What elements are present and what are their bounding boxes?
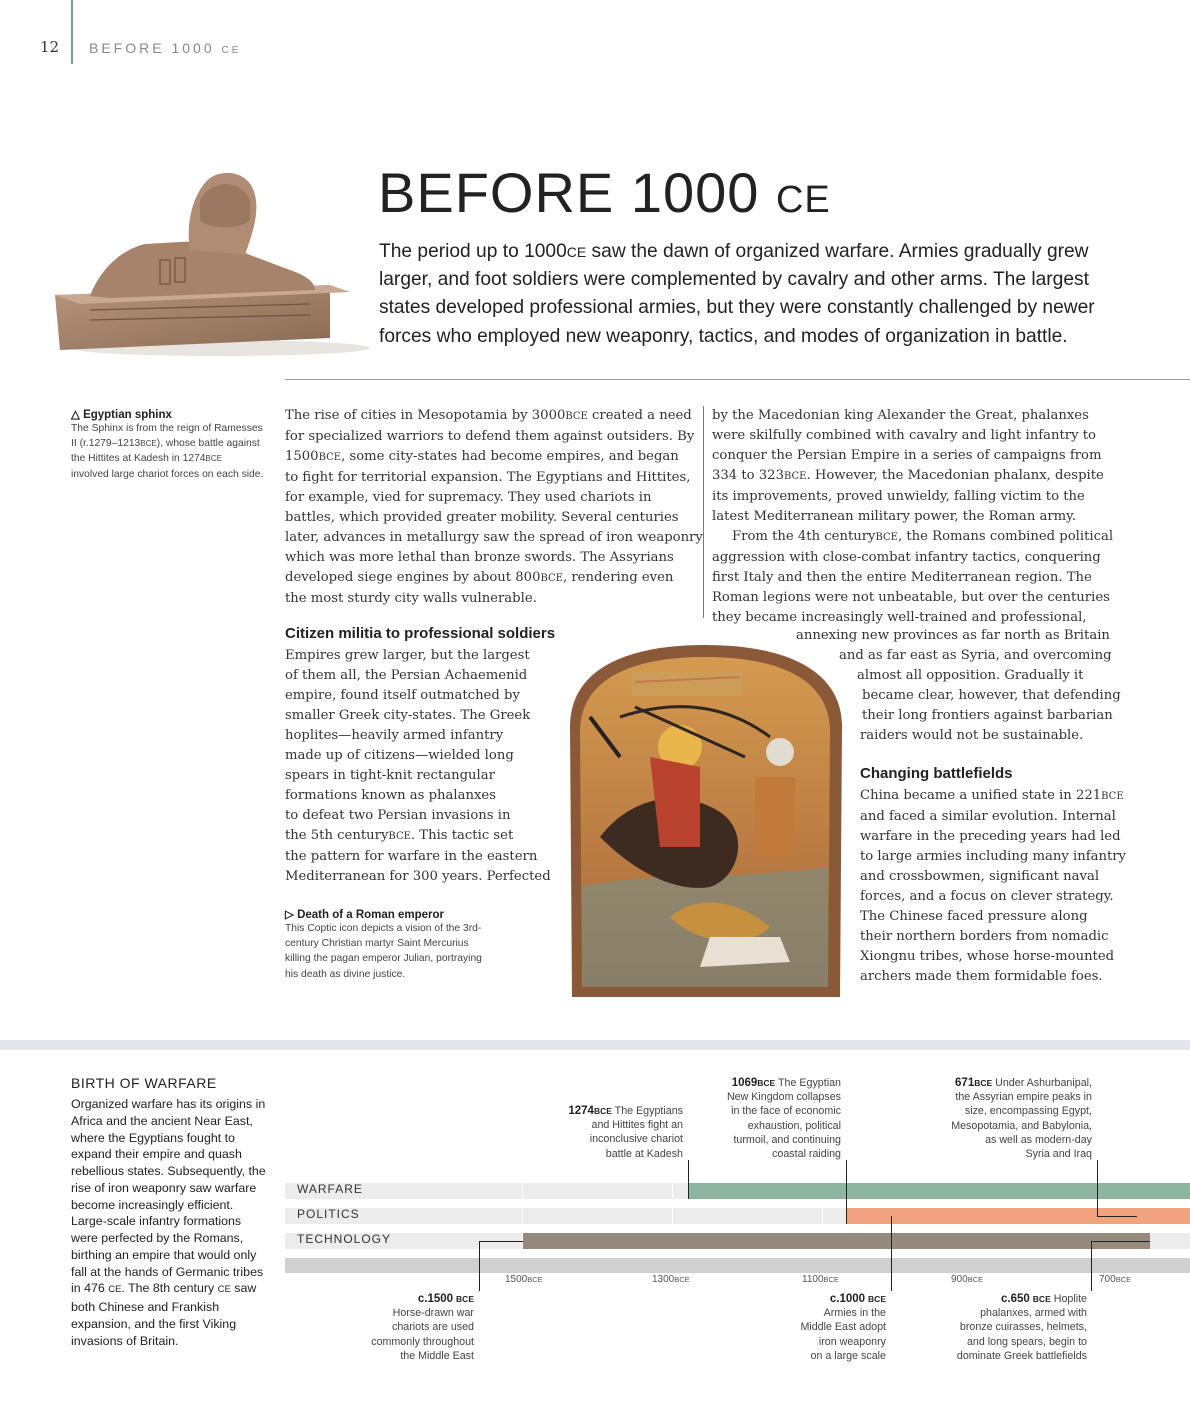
lane-label-politics: POLITICS bbox=[297, 1207, 360, 1221]
tick-label: 900BCE bbox=[951, 1274, 984, 1285]
leader-line-1500-h bbox=[479, 1241, 523, 1242]
tick-label: 700BCE bbox=[1099, 1274, 1132, 1285]
leader-line-1274 bbox=[688, 1160, 689, 1199]
timeline-axis bbox=[285, 1258, 1190, 1273]
event-1500-bce: c.1500 BCE Horse-drawn war chariots are used commonly throughout the Middle East bbox=[371, 1293, 474, 1362]
leader-line-1500 bbox=[479, 1241, 480, 1291]
intro-paragraph: The period up to 1000CE saw the dawn of organized warfare. Armies gradually grew larger, and foot soldiers were complemented by cavalry and other arms. The largest states developed professional armies, but they were constantly challenged by newer forces who employed new weaponry, tactics, and modes of organization in battle. bbox=[379, 241, 1095, 347]
running-head: BEFORE 1000 CE bbox=[89, 40, 242, 56]
body-col2-para3: China became a unified state in 221BCE and faced a similar evolution. Internal warfare in the preceding years had led to large armies including many infantry and crossbowmen, significant naval forces, and a focus on clever strategy. The Chinese faced pressure along their northern borders from nomadic Xiongnu tribes, whose horse-mounted archers made them formidable foes. bbox=[860, 788, 1127, 984]
tick-label: 1500BCE bbox=[505, 1274, 543, 1285]
body-col1-para2: Empires grew larger, but the largest of them all, the Persian Achaemenid empire, found itself outmatched by smaller Greek city-states. The Greek hoplites—heavily armed infantry made up of citizens—wielded long spears in tight-knit rectangular formations known as phalanxes to defeat two Persian invasions in the 5th centuryBCE. This tactic set the pattern for warfare in the eastern Mediterranean for 300 years. Perfected bbox=[285, 648, 551, 884]
tick-label: 1300BCE bbox=[652, 1274, 690, 1285]
event-1000-bce: c.1000 BCE Armies in the Middle East adopt iron weaponry on a large scale bbox=[800, 1293, 886, 1362]
bar-warfare bbox=[688, 1183, 1190, 1199]
leader-line-1000 bbox=[891, 1216, 892, 1291]
event-1069-bce: 1069BCE The Egyptian New Kingdom collapses in the face of economic exhaustion, political turmoil, and continuing coastal raiding bbox=[726, 1077, 841, 1161]
leader-line-671-h bbox=[1097, 1216, 1137, 1217]
body-col2-para: by the Macedonian king Alexander the Great, phalanxes were skilfully combined with cavalry and light infantry to conquer the Persian Empire in a series of campaigns from 334 to 323BCE. However, the Macedonian phalanx, despite its improvements, proved unwieldy, falling victim to the latest Mediterranean military power, the Roman army. From the 4th centuryBCE, the Romans combined political aggression with close-combat infantry tactics, conquering first Italy and then the entire Mediterranean region. The Roman legions were not unbeatable, but over the centuries they became increasingly well-trained and professional, bbox=[712, 408, 1114, 625]
event-650-bce: c.650 BCE Hoplite phalanxes, armed with bronze cuirasses, helmets, and long spears, begin to dominate Greek battlefields bbox=[956, 1293, 1087, 1362]
body-col2-wrap: annexing new provinces as far north as Britain and as far east as Syria, and overcoming almost all opposition. Gradually it became clear, however, that defending their long frontiers against barbarian raiders would not be sustainable. bbox=[796, 628, 1121, 743]
coptic-icon-image bbox=[560, 637, 850, 1003]
leader-line-650 bbox=[1091, 1241, 1092, 1291]
lane-label-warfare: WARFARE bbox=[297, 1182, 363, 1196]
bar-technology bbox=[523, 1233, 1150, 1249]
timeline-heading: BIRTH OF WARFARE bbox=[71, 1075, 217, 1091]
lane-label-technology: TECHNOLOGY bbox=[297, 1232, 392, 1246]
event-1274-bce: 1274BCE The Egyptians and Hittites fight an inconclusive chariot battle at Kadesh bbox=[568, 1105, 683, 1160]
page-title: BEFORE 1000 CE bbox=[378, 161, 831, 224]
tick-label: 1100BCE bbox=[802, 1274, 839, 1285]
section-divider bbox=[285, 379, 1190, 380]
timeline-top-bar bbox=[0, 1040, 1190, 1050]
header-rule bbox=[71, 0, 73, 64]
column-rule bbox=[703, 406, 704, 618]
bar-politics bbox=[846, 1208, 1190, 1224]
event-671-bce: 671BCE Under Ashurbanipal, the Assyrian empire peaks in size, encompassing Egypt, Mesopotamia, and Babylonia, as well as modern-day Syria and Iraq bbox=[951, 1077, 1092, 1161]
leader-line-1069 bbox=[846, 1160, 847, 1224]
caption-sphinx: △ Egyptian sphinx The Sphinx is from the reign of Ramesses II (r.1279–1213BCE), whose battle against the Hittites at Kadesh in 1274BCE involved large chariot forces on each side. bbox=[71, 409, 264, 480]
sphinx-image bbox=[50, 160, 370, 360]
timeline-intro-text: Organized warfare has its origins in Africa and the ancient Near East, where the Egyptians fought to expand their empire and quash rebellious states. Subsequently, the rise of iron weaponry saw warfare become increasingly efficient. Large-scale infantry formations were perfected by the Romans, birthing an empire that would only fall at the hands of Germanic tribes in 476 CE. The 8th century CE saw both Chinese and Frankish expansion, and the first Viking invasions of Britain. bbox=[71, 1097, 266, 1348]
leader-line-671 bbox=[1097, 1160, 1098, 1216]
leader-line-650-h bbox=[1091, 1241, 1150, 1242]
subhead-citizen-militia: Citizen militia to professional soldiers bbox=[285, 625, 556, 642]
caption-roman-emperor: ▷ Death of a Roman emperor This Coptic icon depicts a vision of the 3rd- century Christian martyr Saint Mercurius killing the pagan emperor Julian, portraying his death as divine justice. bbox=[285, 909, 482, 980]
subhead-changing-battlefields: Changing battlefields bbox=[860, 765, 1013, 782]
body-col1-para: The rise of cities in Mesopotamia by 3000BCE created a need for specialized warriors to defend them against outsiders. By 1500BCE, some city-states had become empires, and began to fight for territorial expansion. The Egyptians and Hittites, for example, vied for supremacy. They used chariots in battles, which provided greater mobility. Several centuries later, advances in metallurgy saw the spread of iron weaponry which was more lethal than bronze swords. The Assyrians developed siege engines by about 800BCE, rendering even the most sturdy city walls vulnerable. bbox=[285, 408, 703, 606]
page-number: 12 bbox=[40, 38, 60, 56]
